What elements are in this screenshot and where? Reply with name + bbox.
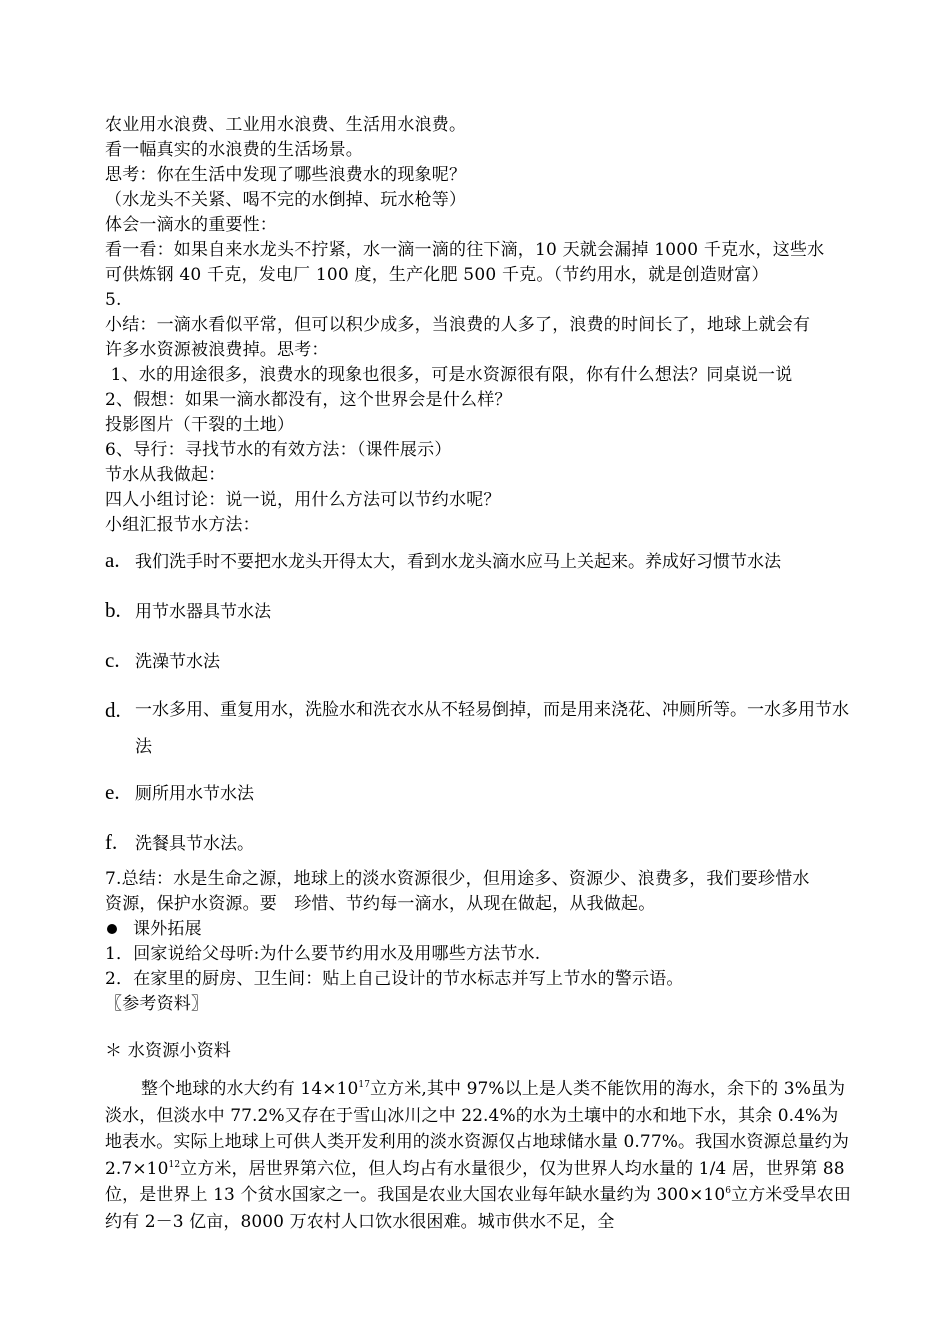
- method-text: 一水多用、重复用水，洗脸水和洗衣水从不轻易倒掉，而是用来浇花、冲厕所等。一水多用节水法: [135, 700, 849, 757]
- text-line: 看一幅真实的水浪费的生活场景。: [105, 140, 363, 160]
- summary-line: 小结：一滴水看似平常，但可以积少成多，当浪费的人多了，浪费的时间长了，地球上就会有: [105, 315, 811, 335]
- text-line: 体会一滴水的重要性：: [105, 215, 277, 235]
- method-item: [105, 780, 853, 807]
- step-line: 6、导行：寻找节水的有效方法：（课件展示）: [105, 440, 452, 460]
- conclusion-line: 7.总结：水是生命之源，地球上的淡水资源很少，但用途多、资源少、浪费多，我们要珍惜水: [105, 869, 810, 889]
- method-text: 洗餐具节水法。: [135, 834, 254, 854]
- text-line: （水龙头不关紧、喝不完的水倒掉、玩水枪等）: [105, 190, 467, 210]
- method-text: 洗澡节水法: [135, 652, 220, 672]
- method-item: [105, 698, 853, 766]
- method-item: [105, 648, 853, 675]
- extension-title: 课外拓展: [133, 919, 202, 939]
- paragraph-text: 整个地球的水大约有 14×10: [141, 1079, 359, 1099]
- bullet-icon: [107, 924, 117, 934]
- extension-heading: [105, 917, 853, 942]
- method-letter: e.: [105, 780, 120, 804]
- question-line: 1、水的用途很多，浪费水的现象也很多，可是水资源很有限，你有什么想法？同桌说一说: [105, 365, 793, 385]
- method-letter: c.: [105, 648, 120, 672]
- reference-title: 〖参考资料〗: [105, 994, 209, 1014]
- text-line: 节水从我做起：: [105, 465, 226, 485]
- paragraph-text: 立方米,其中 97%以上是人类不能饮用的海水，余下的 3%虽为淡水，但淡水中 77.2%又存在于雪山冰川之中 22.4%的水为土壤中的水和地下水，其余 0.4%为地表水。实际上地球上可供人类开发利用的淡水资源仅占地球储水量 0.77%。我国水资源总量约为 2.7×10: [105, 1079, 850, 1179]
- text-line: 农业用水浪费、工业用水浪费、生活用水浪费。: [105, 115, 467, 135]
- conclusion-line: 资源，保护水资源。要 珍惜、节约每一滴水，从现在做起，从我做起。: [105, 894, 656, 914]
- document-body: [105, 113, 853, 1235]
- exponent: 6: [725, 1186, 732, 1196]
- method-item: [105, 598, 853, 625]
- method-item: [105, 548, 853, 575]
- exponent: 12: [168, 1159, 181, 1170]
- method-text: 厕所用水节水法: [135, 784, 254, 804]
- method-letter: a.: [105, 548, 120, 572]
- method-item: [105, 830, 853, 857]
- method-letter: b.: [105, 598, 121, 622]
- method-letter: d.: [105, 698, 121, 722]
- homework-item: 2．在家里的厨房、卫生间：贴上自己设计的节水标志并写上节水的警示语。: [105, 969, 684, 989]
- water-info-title: ＊ 水资源小资料: [105, 1041, 232, 1061]
- exponent: 17: [358, 1080, 371, 1090]
- method-text: 用节水器具节水法: [135, 602, 271, 622]
- method-letter: f.: [105, 830, 118, 854]
- paragraph-text: 立方米，居世界第六位，但人均占有水量很少，仅为世界人均水量的 1/4 居，世界第 88 位，是世界上 13 个贫水国家之一。我国是农业大国农业每年缺水量约为 300×10: [105, 1158, 845, 1205]
- look-line: 看一看：如果自来水龙头不拧紧，水一滴一滴的往下滴，10 天就会漏掉 1000 千克水，这些水: [105, 240, 825, 260]
- text-line: 小组汇报节水方法：: [105, 515, 260, 535]
- homework-item: 1．回家说给父母听:为什么要节约用水及用哪些方法节水.: [105, 944, 541, 964]
- step-number: 5.: [105, 290, 122, 310]
- look-line: 可供炼钢 40 千克，发电厂 100 度，生产化肥 500 千克。（节约用水，就是创造财富）: [105, 265, 769, 285]
- water-info-paragraph: [105, 1076, 853, 1235]
- method-text: 我们洗手时不要把水龙头开得太大，看到水龙头滴水应马上关起来。养成好习惯节水法: [135, 552, 781, 572]
- text-line: 思考：你在生活中发现了哪些浪费水的现象呢？: [105, 165, 467, 185]
- text-line: 四人小组讨论：说一说，用什么方法可以节约水呢？: [105, 490, 501, 510]
- paragraph-text: 立方米受旱农田约有 2－3 亿亩，8000 万农村人口饮水很困难。城市供水不足，全: [105, 1185, 851, 1232]
- text-line: 投影图片（干裂的土地）: [105, 415, 295, 435]
- question-line: 2、假想：如果一滴水都没有，这个世界会是什么样？: [105, 390, 512, 410]
- summary-line: 许多水资源被浪费掉。思考：: [105, 340, 329, 360]
